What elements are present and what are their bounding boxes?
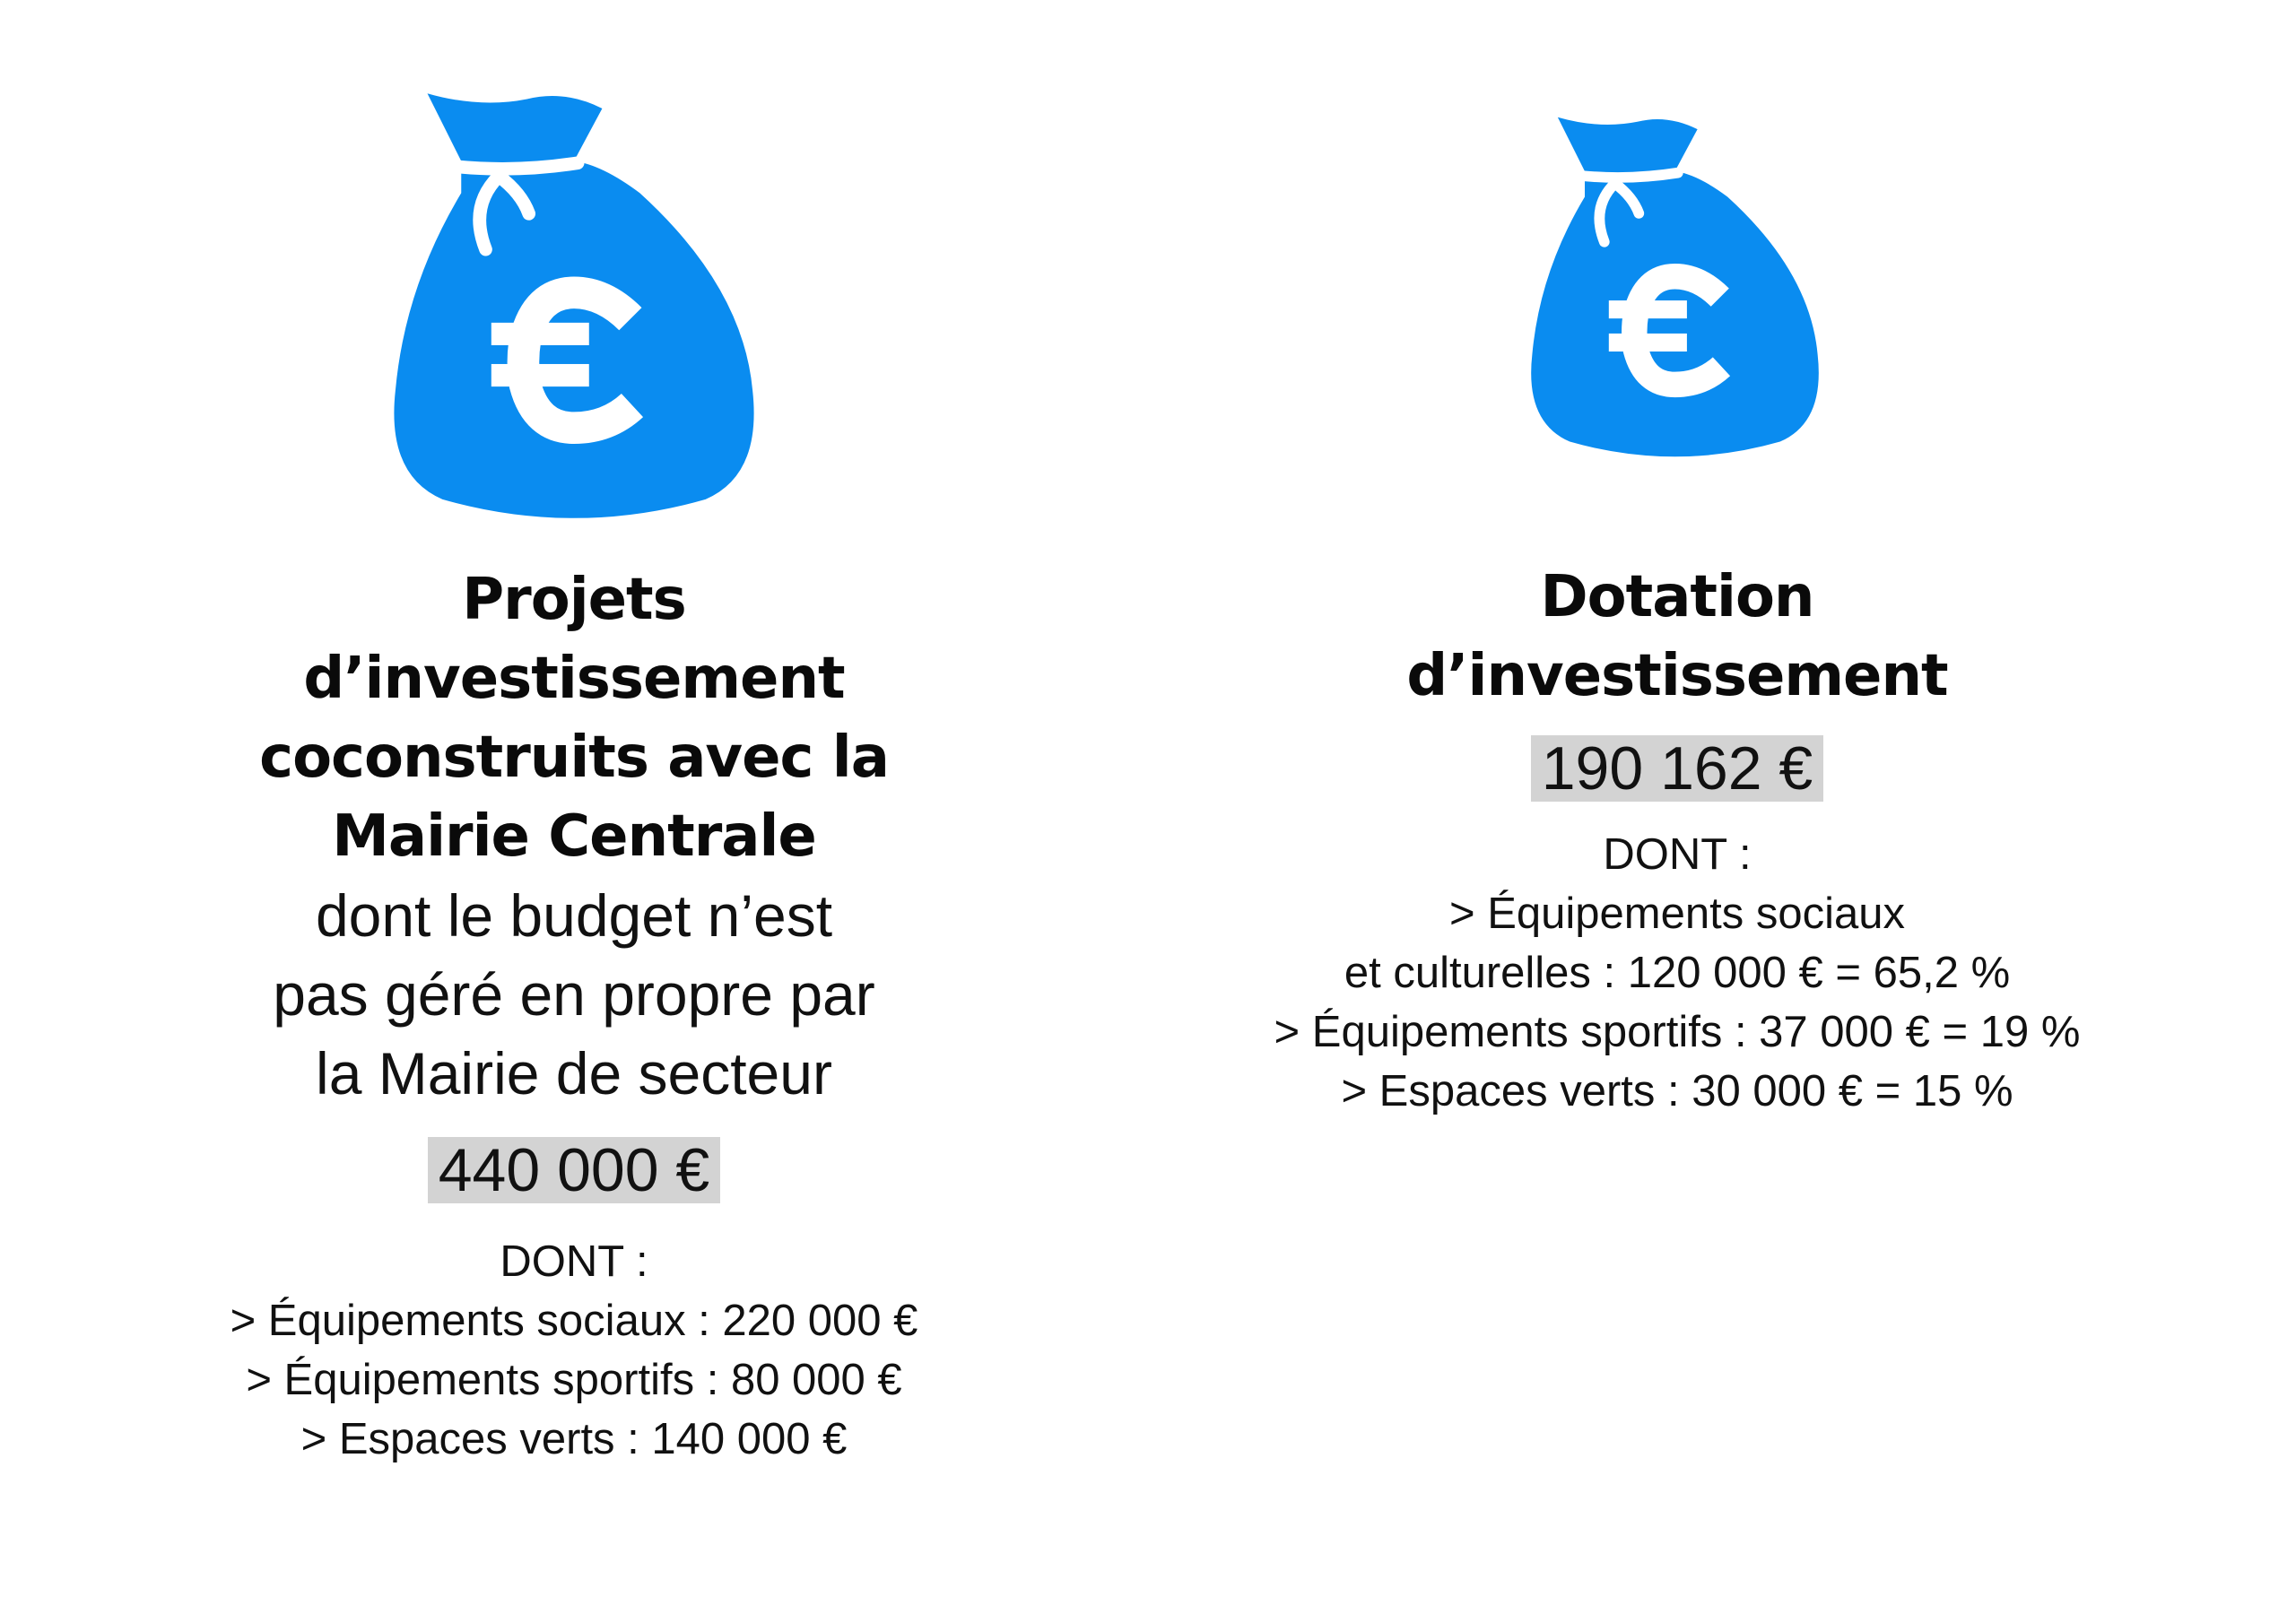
breakdown-item: > Équipements sociaux : 220 000 €	[230, 1297, 918, 1345]
title-line: Mairie Centrale	[332, 803, 816, 870]
breakdown-header: DONT :	[1603, 830, 1752, 879]
section-title	[126, 560, 1022, 876]
breakdown-item: > Espaces verts : 140 000 €	[300, 1415, 848, 1463]
title-line: d’investissement	[1406, 643, 1948, 709]
subtitle-line: la Mairie de secteur	[316, 1040, 832, 1107]
money-bag-euro-icon	[1525, 112, 1825, 462]
title-line: Projets	[462, 567, 686, 633]
amount-container	[126, 1137, 1022, 1203]
total-amount: 190 162 €	[1531, 735, 1824, 802]
breakdown-item: > Équipements sociaux	[1449, 890, 1905, 938]
money-bag-euro-icon	[386, 90, 762, 522]
section-subtitle	[126, 876, 1022, 1113]
title-line: Dotation	[1540, 564, 1814, 630]
subtitle-line: pas géré en propre par	[273, 961, 875, 1028]
total-amount: 440 000 €	[428, 1137, 721, 1203]
breakdown-item: et culturelles : 120 000 € = 65,2 %	[1344, 949, 2011, 997]
breakdown-item: > Équipements sportifs : 37 000 € = 19 %	[1274, 1008, 2081, 1056]
breakdown-item: > Équipements sportifs : 80 000 €	[246, 1356, 902, 1404]
breakdown-list	[1202, 825, 2152, 1121]
section-title	[1202, 558, 2152, 716]
amount-container	[1202, 735, 2152, 802]
title-line: d’investissement	[303, 646, 845, 712]
breakdown-header: DONT :	[500, 1237, 648, 1286]
subtitle-line: dont le budget n’est	[315, 882, 833, 949]
breakdown-list	[126, 1232, 1022, 1469]
breakdown-item: > Espaces verts : 30 000 € = 15 %	[1341, 1067, 2013, 1115]
title-line: coconstruits avec la	[259, 725, 889, 791]
